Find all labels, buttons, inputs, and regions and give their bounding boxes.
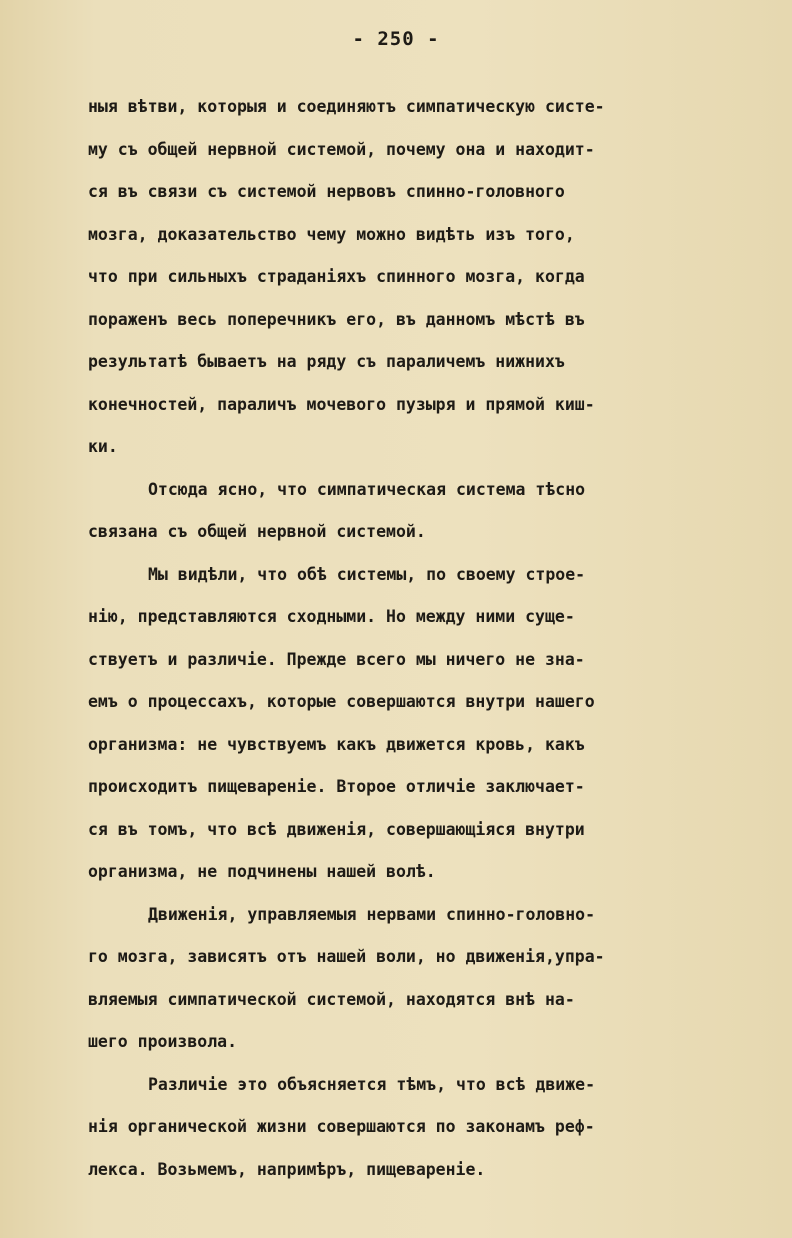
text-line: Движенiя, управляемыя нервами спинно-головно- <box>148 904 596 924</box>
text-line: ся въ связи съ системой нервовъ спинно-головного <box>88 182 565 201</box>
text-line: Мы видѣли, что обѣ системы, по своему строе- <box>148 564 586 584</box>
text-line: нiя органической жизни совершаются по законамъ реф- <box>88 1117 595 1136</box>
text-line: нiю, представляются сходными. Но между ними суще- <box>88 607 575 626</box>
text-line: Отсюда ясно, что симпатическая система тѣсно <box>148 479 586 499</box>
text-line: вляемыя симпатической системой, находятся внѣ на- <box>88 989 575 1009</box>
text-line: лекса. Возьмемъ, напримѣръ, пищеваренiе. <box>88 1159 486 1179</box>
text-line: организма: не чувствуемъ какъ движется кровь, какъ <box>88 734 585 754</box>
body-text <box>88 86 738 1191</box>
text-line: ся въ томъ, что всѣ движенiя, совершающiяся внутри <box>88 819 585 839</box>
text-line: что при сильныхъ страданiяхъ спинного мозга, когда <box>88 267 585 286</box>
text-line: результатѣ бываетъ на ряду съ параличемъ нижнихъ <box>88 352 565 371</box>
text-line: му съ общей нервной системой, почему она и находит- <box>88 139 595 159</box>
text-line: организма, не подчинены нашей волѣ. <box>88 862 436 881</box>
text-line: конечностей, параличъ мочевого пузыря и прямой киш- <box>88 394 595 414</box>
text-line: связана съ общей нервной системой. <box>88 522 426 541</box>
text-line: мозга, доказательство чему можно видѣть изъ того, <box>88 224 575 244</box>
page-number: - 250 - <box>352 28 440 50</box>
text-line: Различiе это объясняется тѣмъ, что всѣ движе- <box>148 1074 596 1094</box>
text-line: пораженъ весь поперечникъ его, въ данномъ мѣстѣ въ <box>88 309 585 329</box>
text-line: ныя вѣтви, которыя и соединяютъ симпатическую систе- <box>88 97 605 116</box>
text-line: ки. <box>88 437 118 456</box>
text-line: го мозга, зависятъ отъ нашей воли, но движенiя,упра- <box>88 947 605 966</box>
text-line: ствуетъ и различiе. Прежде всего мы ничего не зна- <box>88 649 585 669</box>
text-line: емъ о процессахъ, которые совершаются внутри нашего <box>88 692 595 711</box>
text-line: происходитъ пищеваренiе. Второе отличiе заключает- <box>88 777 585 796</box>
text-line: шего произвола. <box>88 1032 238 1051</box>
